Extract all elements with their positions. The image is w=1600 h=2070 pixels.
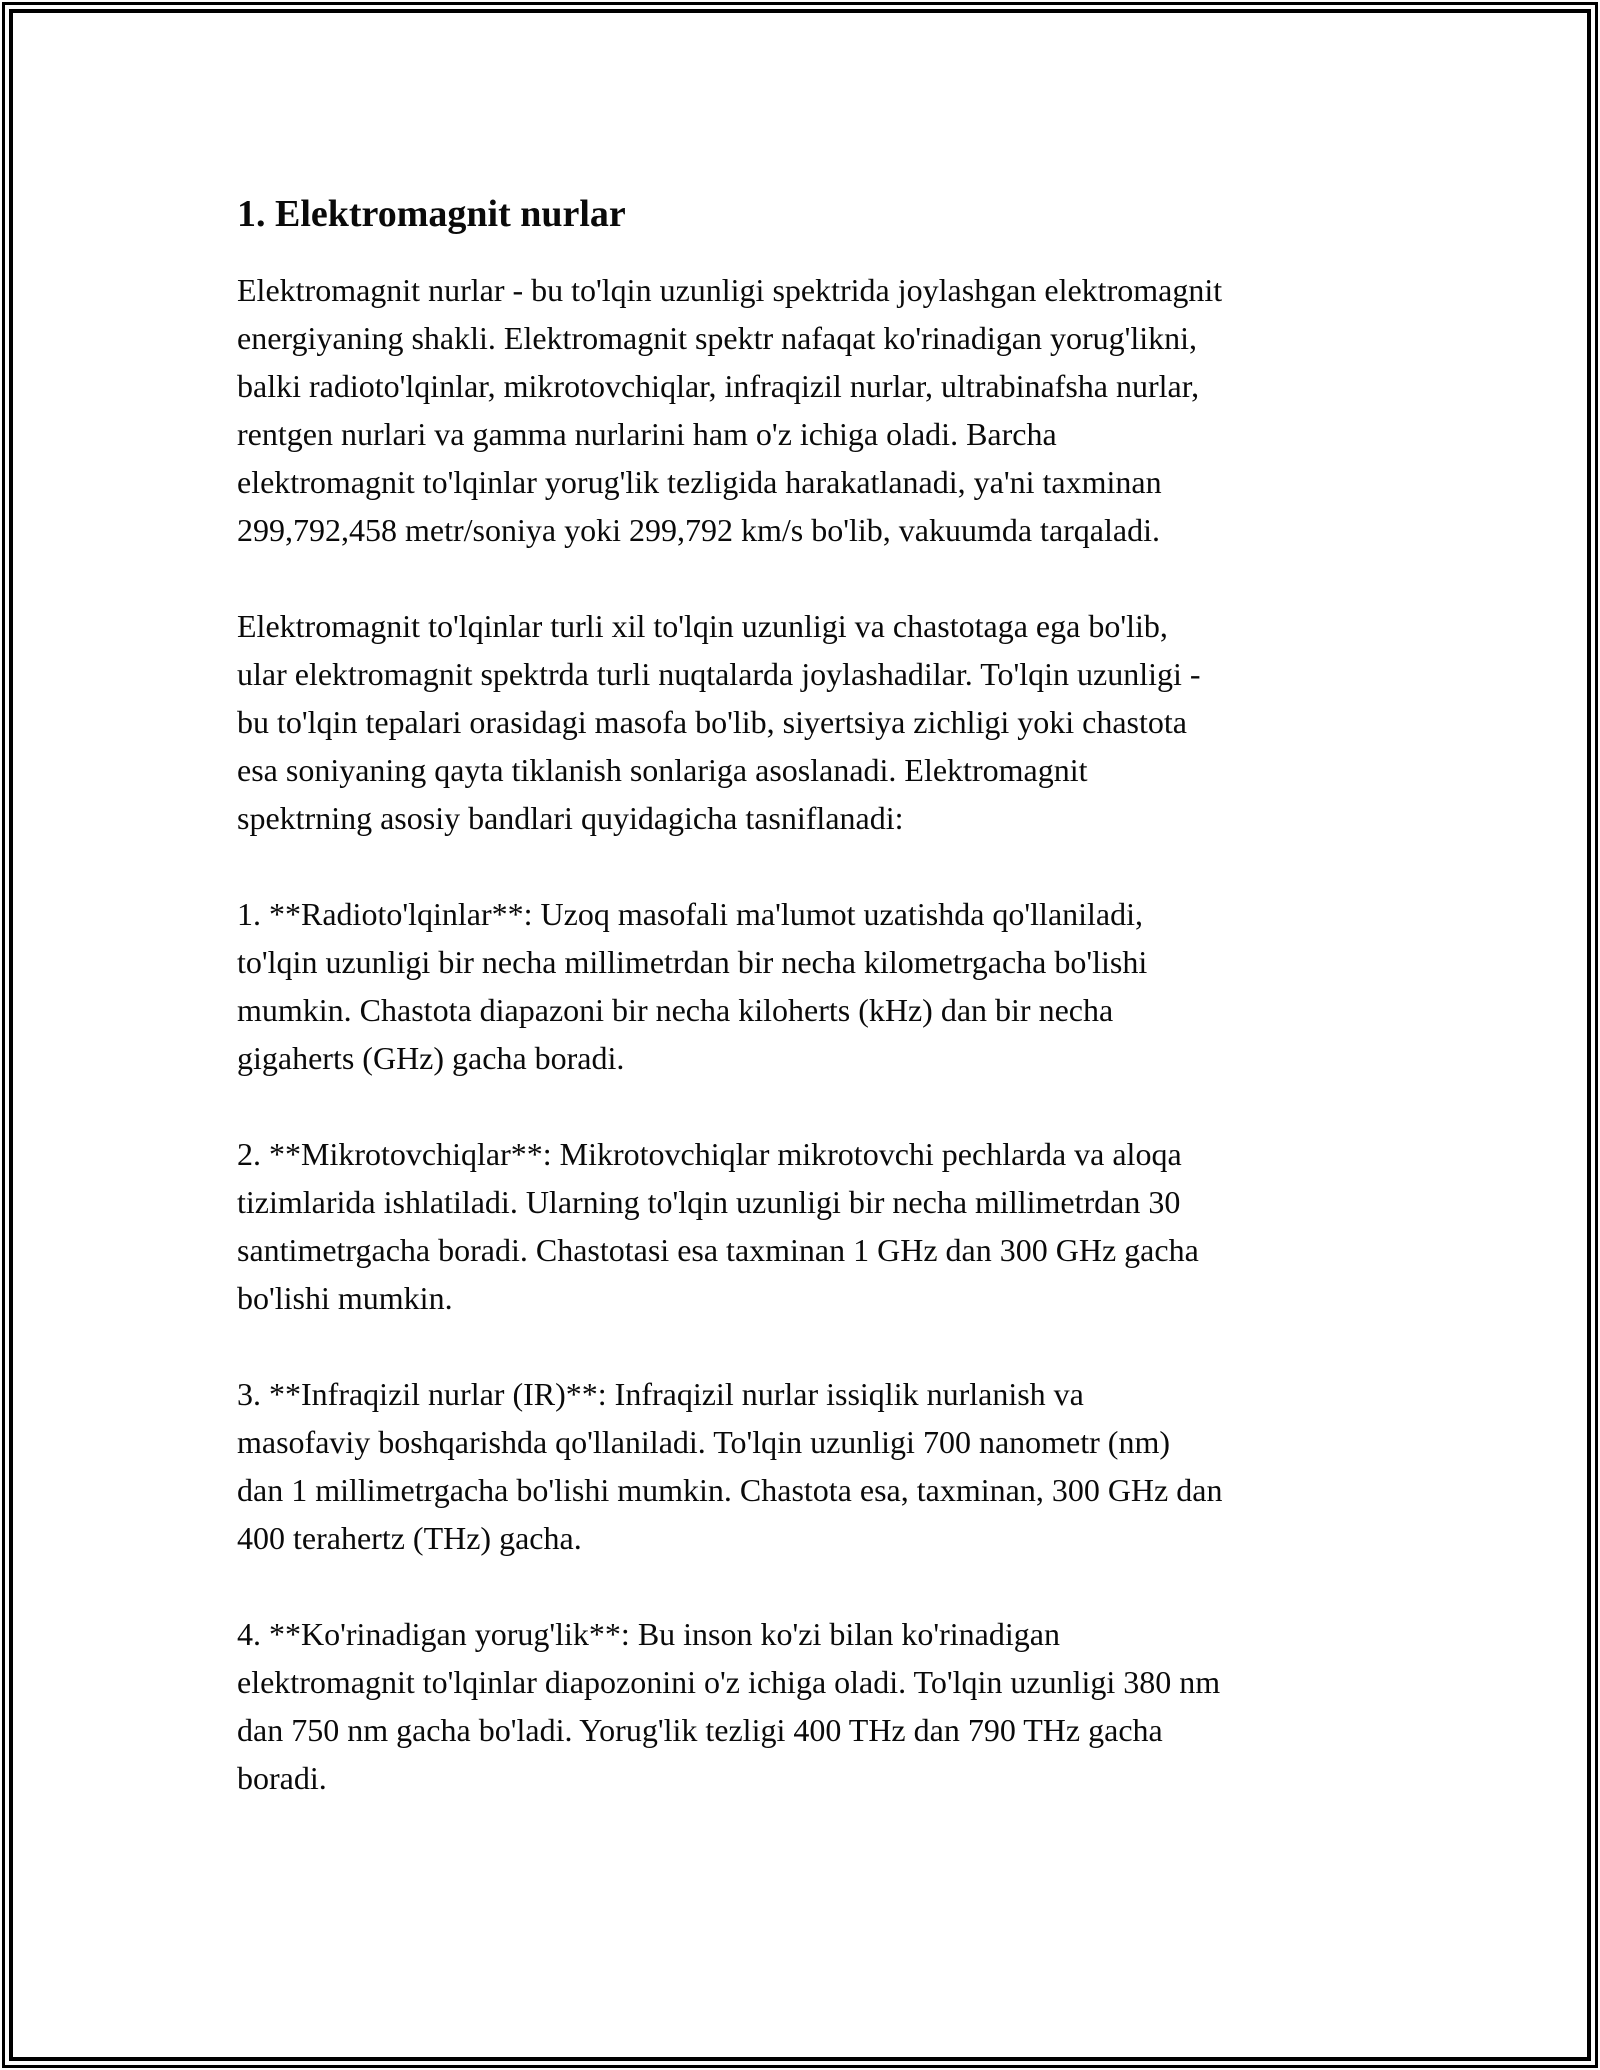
- paragraph-item-visible-light: [237, 1610, 1480, 1802]
- text-line: to'lqin uzunligi bir necha millimetrdan bir necha kilometrgacha bo'lishi: [237, 944, 1148, 980]
- paragraph-item-radio-waves: [237, 890, 1480, 1082]
- text-line: masofaviy boshqarishda qo'llaniladi. To'lqin uzunligi 700 nanometr (nm): [237, 1424, 1170, 1460]
- text-line: 1. **Radioto'lqinlar**: Uzoq masofali ma'lumot uzatishda qo'llaniladi,: [237, 896, 1144, 932]
- paragraph-spectrum-overview: [237, 602, 1480, 842]
- document-content: [237, 190, 1480, 1850]
- text-line: ular elektromagnit spektrda turli nuqtalarda joylashadilar. To'lqin uzunligi -: [237, 656, 1201, 692]
- text-line: gigaherts (GHz) gacha boradi.: [237, 1040, 625, 1076]
- text-line: 4. **Ko'rinadigan yorug'lik**: Bu inson ko'zi bilan ko'rinadigan: [237, 1616, 1060, 1652]
- text-line: 299,792,458 metr/soniya yoki 299,792 km/s bo'lib, vakuumda tarqaladi.: [237, 512, 1160, 548]
- text-line: mumkin. Chastota diapazoni bir necha kiloherts (kHz) dan bir necha: [237, 992, 1114, 1028]
- text-line: Elektromagnit nurlar - bu to'lqin uzunligi spektrida joylashgan elektromagnit: [237, 272, 1223, 308]
- text-line: bu to'lqin tepalari orasidagi masofa bo'lib, siyertsiya zichligi yoki chastota: [237, 704, 1187, 740]
- text-line: santimetrgacha boradi. Chastotasi esa taxminan 1 GHz dan 300 GHz gacha: [237, 1232, 1199, 1268]
- text-line: spektrning asosiy bandlari quyidagicha tasniflanadi:: [237, 800, 904, 836]
- text-line: elektromagnit to'lqinlar yorug'lik tezligida harakatlanadi, ya'ni taxminan: [237, 464, 1162, 500]
- paragraph-intro: [237, 266, 1480, 554]
- text-line: 2. **Mikrotovchiqlar**: Mikrotovchiqlar mikrotovchi pechlarda va aloqa: [237, 1136, 1182, 1172]
- text-line: 400 terahertz (THz) gacha.: [237, 1520, 582, 1556]
- text-line: dan 750 nm gacha bo'ladi. Yorug'lik tezligi 400 THz dan 790 THz gacha: [237, 1712, 1163, 1748]
- text-line: tizimlarida ishlatiladi. Ularning to'lqin uzunligi bir necha millimetrdan 30: [237, 1184, 1181, 1220]
- text-line: 3. **Infraqizil nurlar (IR)**: Infraqizil nurlar issiqlik nurlanish va: [237, 1376, 1084, 1412]
- text-line: bo'lishi mumkin.: [237, 1280, 453, 1316]
- text-line: energiyaning shakli. Elektromagnit spektr nafaqat ko'rinadigan yorug'likni,: [237, 320, 1198, 356]
- text-line: boradi.: [237, 1760, 327, 1796]
- text-line: esa soniyaning qayta tiklanish sonlariga asoslanadi. Elektromagnit: [237, 752, 1088, 788]
- text-line: elektromagnit to'lqinlar diapozonini o'z ichiga oladi. To'lqin uzunligi 380 nm: [237, 1664, 1221, 1700]
- text-line: balki radioto'lqinlar, mikrotovchiqlar, infraqizil nurlar, ultrabinafsha nurlar,: [237, 368, 1200, 404]
- text-line: dan 1 millimetrgacha bo'lishi mumkin. Chastota esa, taxminan, 300 GHz dan: [237, 1472, 1223, 1508]
- paragraph-item-infrared: [237, 1370, 1480, 1562]
- text-line: rentgen nurlari va gamma nurlarini ham o'z ichiga oladi. Barcha: [237, 416, 1057, 452]
- paragraph-item-microwaves: [237, 1130, 1480, 1322]
- section-heading: 1. Elektromagnit nurlar: [237, 193, 626, 235]
- text-line: Elektromagnit to'lqinlar turli xil to'lqin uzunligi va chastotaga ega bo'lib,: [237, 608, 1168, 644]
